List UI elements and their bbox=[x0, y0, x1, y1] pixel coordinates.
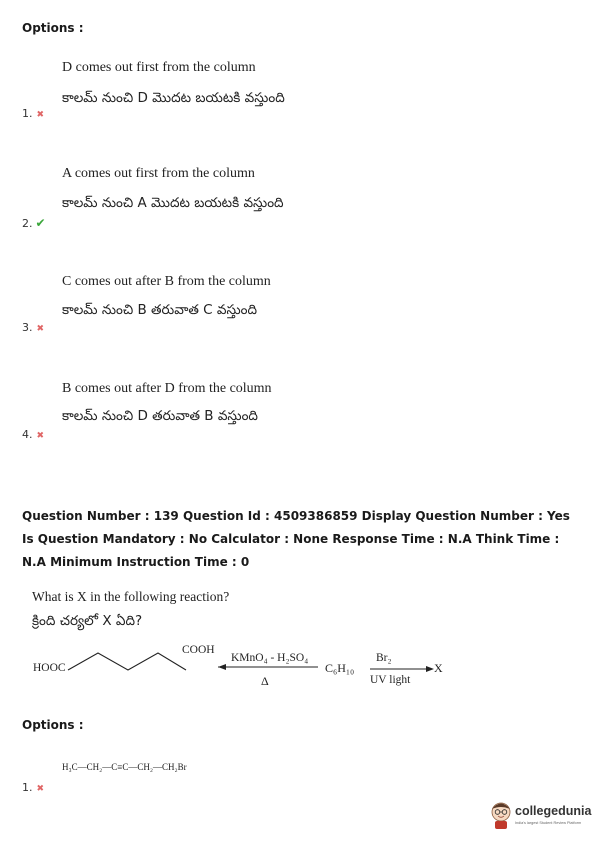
arrowhead-2 bbox=[426, 666, 434, 672]
intermediate-formula: C₆H₁₀ bbox=[325, 661, 355, 675]
heat-symbol: Δ bbox=[261, 674, 269, 688]
mascot-icon bbox=[489, 800, 513, 830]
question-text-telugu: క్రింది చర్యలో X ఏది? bbox=[32, 613, 143, 629]
reagent-br2: Br₂ bbox=[376, 652, 392, 664]
option-1-english: D comes out first from the column bbox=[62, 60, 256, 75]
arrowhead-1 bbox=[218, 664, 226, 670]
brand-name: collegedunia bbox=[515, 804, 592, 818]
options-heading-2: Options : bbox=[22, 718, 84, 732]
option-2-english: A comes out first from the column bbox=[62, 166, 255, 181]
option-2-number: 2. bbox=[22, 217, 33, 230]
option-1-number: 1. bbox=[22, 107, 33, 120]
option-1-label-2 bbox=[22, 781, 44, 794]
hooc-label: HOOC bbox=[33, 662, 66, 674]
cross-icon: ✖ bbox=[36, 110, 45, 120]
product-x: X bbox=[434, 661, 443, 675]
carbon-chain-line bbox=[68, 653, 186, 670]
option-1-label bbox=[22, 107, 44, 120]
option-1-number-2: 1. bbox=[22, 781, 33, 794]
option-4-english: B comes out after D from the column bbox=[62, 381, 272, 396]
cross-icon: ✖ bbox=[36, 431, 45, 441]
collegedunia-logo bbox=[489, 800, 593, 836]
option-4-label bbox=[22, 428, 44, 441]
brand-tagline: India's largest Student Review Platform bbox=[515, 821, 582, 825]
question-text-english: What is X in the following reaction? bbox=[32, 589, 230, 604]
cross-icon: ✖ bbox=[36, 324, 45, 334]
reagent-kmno4: KMnO₄ - H₂SO₄ bbox=[231, 652, 309, 664]
reaction-scheme bbox=[30, 640, 450, 700]
options-heading: Options : bbox=[22, 21, 84, 35]
option-3-english: C comes out after B from the column bbox=[62, 274, 271, 289]
question-metadata: Question Number : 139 Question Id : 4509386859 Display Question Number : Yes Is Question Mandatory : No Calculator : None Response Time : N.A Think Time : N.A Minimum Instruction Time : 0 bbox=[22, 509, 570, 569]
option-2-label bbox=[22, 216, 46, 230]
reaction-diagram bbox=[30, 640, 450, 700]
option-1-telugu: కాలమ్ నుంచి D మొదట బయటకి వస్తుంది bbox=[62, 90, 285, 106]
cooh-label: COOH bbox=[182, 644, 215, 656]
option-2-telugu: కాలమ్ నుంచి A మొదట బయటకి వస్తుంది bbox=[62, 195, 284, 211]
option-4-telugu: కాలమ్ నుంచి D తరువాత B వస్తుంది bbox=[62, 408, 258, 424]
check-icon: ✔ bbox=[35, 216, 46, 230]
option-4-number: 4. bbox=[22, 428, 33, 441]
option-3-label bbox=[22, 321, 44, 334]
option-1-formula: H₃C—CH₂—C≡C—CH₂—CH₂Br bbox=[62, 762, 187, 772]
option-3-number: 3. bbox=[22, 321, 33, 334]
cross-icon: ✖ bbox=[36, 784, 45, 794]
option-3-telugu: కాలమ్ నుంచి B తరువాత C వస్తుంది bbox=[62, 302, 257, 318]
reagent-uv-light: UV light bbox=[370, 674, 411, 686]
